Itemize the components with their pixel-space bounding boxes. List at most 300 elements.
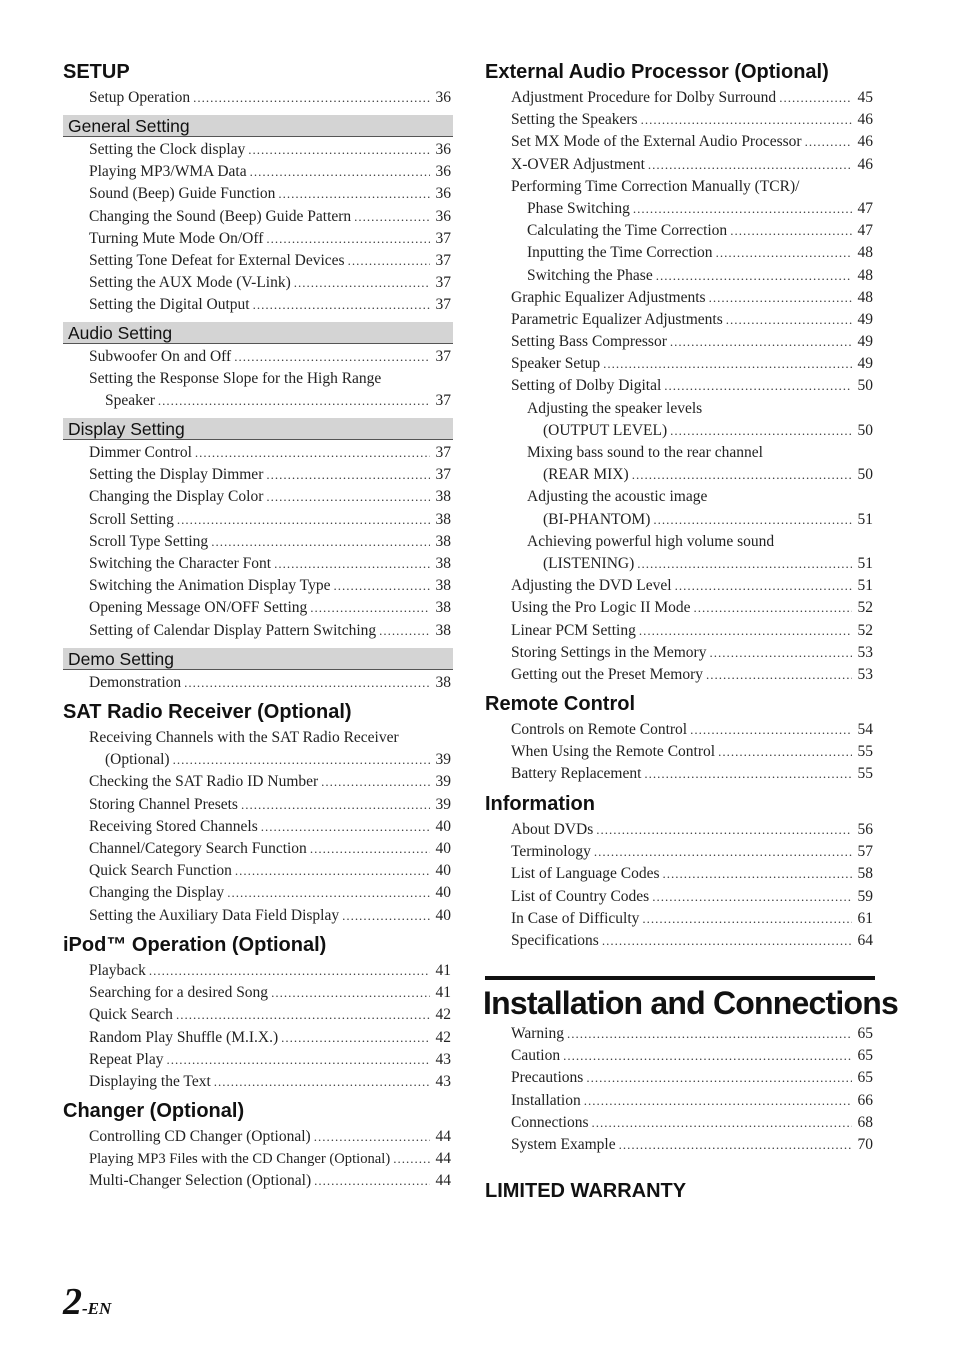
dot-leader [641,109,852,131]
toc-entry [511,819,873,841]
dot-leader [158,390,430,412]
toc-entry [89,161,451,183]
toc-entry-page: 48 [857,244,873,262]
toc-entry-page: 40 [435,884,451,902]
dot-leader [278,183,430,205]
toc-entry-title: Storing Settings in the Memory [511,643,707,661]
toc-entry [511,131,873,153]
toc-entry [511,220,873,242]
toc-entry-page: 42 [435,1028,451,1046]
dot-leader [602,930,852,952]
toc-entry-title: Controls on Remote Control [511,721,688,738]
toc-entry [511,1134,873,1156]
toc-entry-page: 46 [857,155,873,173]
toc-entry [89,250,451,272]
toc-entry-title: Setting the Clock display [89,141,246,158]
toc-entry [89,368,451,390]
toc-entry-title: Battery Replacement [511,765,642,783]
dot-leader [271,982,430,1004]
toc-entry-list [89,672,451,694]
toc-entry-page: 44 [435,1150,451,1168]
toc-entry-title: Setting the AUX Mode (V-Link) [89,274,291,292]
toc-entry-title: (LISTENING) [543,554,635,572]
dot-leader [596,819,852,841]
toc-entry-title: Speaker Setup [511,355,601,373]
toc-entry-page: 41 [435,962,451,979]
toc-entry-title: Setting Tone Defeat for External Devices [89,251,345,269]
dot-leader [310,838,430,860]
toc-entry-page: 44 [435,1172,451,1190]
toc-entry [89,531,451,553]
toc-entry [511,664,873,686]
dot-leader [663,863,852,885]
toc-entry [511,741,873,763]
toc-entry-page: 37 [435,296,451,314]
toc-entry-page: 38 [435,577,451,595]
toc-entry-title: Subwoofer On and Off [89,348,232,365]
toc-entry [511,763,873,785]
dot-leader [730,220,852,242]
toc-entry-title: Receiving Stored Channels [89,817,258,835]
dot-leader [173,749,430,771]
toc-entry-title: Searching for a desired Song [89,984,269,1002]
toc-entry-page: 51 [857,554,873,572]
toc-entry [89,206,451,228]
toc-entry-list [511,87,873,686]
section-heading: Changer (Optional) [63,1100,245,1122]
toc-entry-page: 36 [435,141,451,158]
toc-entry-page: 53 [857,643,873,661]
subsection-heading: Audio Setting [63,322,453,344]
dot-leader [644,763,852,785]
toc-entry-title: Playback [89,962,146,979]
toc-entry [511,531,873,553]
toc-entry-title: Adjusting the speaker levels [527,399,703,417]
installation-title: Installation and Connections [483,985,898,1021]
section-heading: iPod™ Operation (Optional) [63,934,327,956]
dot-leader [266,228,430,250]
toc-entry-title: Demonstration [89,674,182,691]
dot-leader [670,420,852,442]
dot-leader [652,886,852,908]
dot-leader [193,87,430,109]
toc-entry [511,398,873,420]
subsection-heading: General Setting [63,115,453,137]
dot-leader [310,597,430,619]
toc-entry-title: Phase Switching [527,199,630,217]
toc-entry-title: Adjusting the acoustic image [527,488,708,506]
page-number [63,1280,111,1324]
dot-leader [805,131,852,153]
toc-entry-title: Changing the Display Color [89,488,264,506]
toc-entry [89,390,451,412]
toc-entry-title: Setting Bass Compressor [511,333,667,351]
dot-leader [314,1170,430,1192]
toc-entry [511,930,873,952]
toc-entry [89,749,451,771]
toc-entry-page: 66 [857,1091,873,1109]
dot-leader [779,87,852,109]
toc-entry-title: Scroll Setting [89,510,174,528]
toc-entry [89,905,451,927]
dot-leader [261,816,430,838]
toc-entry [89,228,451,250]
toc-entry-page: 46 [857,133,873,151]
toc-entry-title: Performing Time Correction Manually (TCR)/ [511,177,800,195]
subsection-heading: Display Setting [63,418,453,440]
section-heading: External Audio Processor (Optional) [485,61,829,83]
toc-entry-list [89,139,451,317]
dot-leader [694,597,852,619]
toc-entry-title: Changing the Display [89,884,225,902]
toc-entry [89,1027,451,1049]
dot-leader [294,272,430,294]
toc-entry-page: 40 [435,906,451,924]
toc-entry [89,982,451,1004]
page-number-value: 2 [63,1281,82,1323]
dot-leader [266,486,430,508]
toc-entry-title: Setting the Digital Output [89,296,250,314]
toc-entry [89,960,451,982]
toc-entry [511,375,873,397]
toc-entry [511,841,873,863]
toc-entry-title: (OUTPUT LEVEL) [543,421,668,439]
toc-entry-page: 51 [857,577,873,595]
toc-entry [511,353,873,375]
toc-entry [511,1112,873,1134]
toc-entry-title: Playing MP3 Files with the CD Changer (Optional) [89,1151,391,1168]
toc-entry-list [89,87,451,109]
dot-leader [354,206,430,228]
toc-entry [511,176,873,198]
toc-entry-page: 48 [857,288,873,306]
toc-entry-list [89,727,451,927]
dot-leader [594,841,852,863]
toc-entry-page: 49 [857,355,873,373]
toc-entry [89,1148,451,1170]
dot-leader [592,1112,853,1134]
toc-entry-title: X-OVER Adjustment [511,155,645,173]
toc-entry [511,1045,873,1067]
toc-entry-page: 51 [857,510,873,528]
toc-entry-page: 50 [857,421,873,439]
toc-entry-page: 36 [435,163,451,181]
dot-leader [584,1090,852,1112]
dot-leader [706,664,852,686]
toc-entry-page: 38 [435,554,451,572]
toc-entry [89,575,451,597]
dot-leader [274,553,430,575]
toc-entry-page: 40 [435,862,451,880]
toc-entry [511,1023,873,1045]
toc-entry-title: Specifications [511,931,599,949]
toc-entry [511,309,873,331]
toc-entry-title: Dimmer Control [89,444,192,461]
toc-entry [511,154,873,176]
dot-leader [393,1148,430,1170]
toc-entry-title: Changing the Sound (Beep) Guide Pattern [89,207,352,225]
toc-entry-title: Setting the Speakers [511,111,638,129]
toc-entry-title: Channel/Category Search Function [89,839,307,857]
toc-entry [89,882,451,904]
toc-entry-page: 43 [435,1050,451,1068]
toc-entry [511,1090,873,1112]
toc-entry-title: System Example [511,1135,616,1153]
toc-entry-page: 38 [435,674,451,691]
toc-entry [89,816,451,838]
toc-entry-page: 59 [857,887,873,905]
dot-leader [709,287,852,309]
toc-entry-page: 37 [435,348,451,365]
toc-entry [89,294,451,316]
toc-entry [89,464,451,486]
toc-entry-page: 42 [435,1006,451,1024]
toc-entry-page: 53 [857,665,873,683]
section-divider-rule [485,976,875,980]
toc-entry-page: 37 [435,392,451,410]
toc-entry [89,672,451,694]
dot-leader [709,642,852,664]
toc-entry [511,1067,873,1089]
dot-leader [250,161,430,183]
toc-entry-page: 47 [857,199,873,217]
section-heading: SETUP [63,61,130,83]
toc-entry-page: 37 [435,229,451,247]
toc-entry-title: Scroll Type Setting [89,532,209,550]
toc-entry-title: Switching the Animation Display Type [89,577,331,595]
toc-entry [89,1170,451,1192]
toc-entry [511,908,873,930]
toc-entry-title: Repeat Play [89,1050,164,1068]
toc-entry [89,553,451,575]
toc-entry-title: Quick Search Function [89,862,232,880]
dot-leader [176,1004,430,1026]
toc-entry-title: Getting out the Preset Memory [511,665,703,683]
dot-leader [241,794,430,816]
dot-leader [637,553,852,575]
toc-entry-title: Setting of Calendar Display Pattern Switching [89,621,377,639]
toc-entry [89,486,451,508]
dot-leader [648,154,852,176]
toc-entry-page: 52 [857,599,873,617]
toc-entry [511,509,873,531]
dot-leader [690,719,852,741]
toc-entry-page: 57 [857,843,873,861]
toc-entry-title: When Using the Remote Control [511,743,716,761]
dot-leader [639,620,852,642]
dot-leader [234,346,430,368]
subsection-heading: Demo Setting [63,648,453,670]
toc-entry-page: 39 [435,795,451,813]
toc-entry-title: Random Play Shuffle (M.I.X.) [89,1028,279,1046]
toc-entry-list [511,1023,873,1156]
toc-entry-title: List of Language Codes [511,865,660,883]
toc-entry [511,287,873,309]
toc-entry-title: Speaker [105,392,155,410]
dot-leader [177,509,430,531]
toc-entry [511,575,873,597]
toc-entry-title: Parametric Equalizer Adjustments [511,310,723,328]
dot-leader [149,960,430,982]
toc-entry-title: (Optional) [105,751,170,769]
toc-entry-title: Installation [511,1091,581,1109]
dot-leader [266,464,430,486]
toc-entry-title: Mixing bass sound to the rear channel [527,444,763,461]
toc-entry [511,553,873,575]
dot-leader [656,265,852,287]
toc-entry [89,1004,451,1026]
toc-entry [511,464,873,486]
dot-leader [166,1049,430,1071]
toc-entry-title: About DVDs [511,821,594,838]
toc-entry-title: Displaying the Text [89,1072,211,1090]
toc-entry-list [511,719,873,786]
toc-entry [511,442,873,464]
toc-entry [89,509,451,531]
toc-entry-title: Checking the SAT Radio ID Number [89,773,319,791]
toc-entry-title: Switching the Character Font [89,554,272,572]
toc-entry [89,183,451,205]
toc-entry [89,442,451,464]
toc-entry [511,331,873,353]
toc-entry-list [89,442,451,642]
toc-entry-title: Sound (Beep) Guide Function [89,185,276,203]
toc-entry-title: Opening Message ON/OFF Setting [89,599,308,617]
dot-leader [670,331,852,353]
toc-entry-list [89,1126,451,1193]
toc-entry-page: 55 [857,765,873,783]
toc-entry [511,642,873,664]
toc-entry-page: 50 [857,466,873,484]
toc-entry [511,719,873,741]
dot-leader [253,294,430,316]
dot-leader [563,1045,852,1067]
toc-entry [511,265,873,287]
toc-entry-title: Caution [511,1047,561,1065]
dot-leader [675,575,852,597]
toc-entry-page: 43 [435,1072,451,1090]
toc-entry-page: 55 [857,743,873,761]
toc-entry-page: 37 [435,251,451,269]
toc-entry-page: 44 [435,1128,451,1145]
toc-entry-page: 47 [857,222,873,240]
dot-leader [718,741,852,763]
dot-leader [642,908,852,930]
toc-entry [89,771,451,793]
toc-entry [511,109,873,131]
toc-entry-page: 40 [435,839,451,857]
dot-leader [567,1023,852,1045]
toc-entry [511,620,873,642]
toc-entry-title: Inputting the Time Correction [527,244,713,262]
toc-entry-title: Calculating the Time Correction [527,222,728,240]
section-heading: SAT Radio Receiver (Optional) [63,701,352,723]
toc-entry-page: 65 [857,1069,873,1087]
toc-entry-page: 38 [435,488,451,506]
toc-entry-title: (REAR MIX) [543,466,629,484]
toc-entry-page: 39 [435,773,451,791]
toc-entry-title: Linear PCM Setting [511,621,636,639]
toc-entry-page: 37 [435,274,451,292]
dot-leader [379,620,430,642]
dot-leader [333,575,430,597]
toc-entry [89,860,451,882]
toc-entry [89,272,451,294]
dot-leader [184,672,430,694]
toc-entry-title: Setup Operation [89,89,191,106]
dot-leader [726,309,852,331]
toc-entry [89,87,451,109]
toc-entry [89,620,451,642]
dot-leader [619,1134,852,1156]
toc-entry [89,139,451,161]
toc-entry-list [89,960,451,1093]
toc-entry-title: Receiving Channels with the SAT Radio Receiver [89,729,399,746]
toc-entry [89,1049,451,1071]
toc-entry-title: List of Country Codes [511,887,650,905]
toc-entry-page: 46 [857,111,873,129]
toc-entry-page: 36 [435,207,451,225]
toc-entry [89,597,451,619]
toc-entry-page: 38 [435,621,451,639]
toc-entry-title: Setting the Auxiliary Data Field Display [89,906,340,924]
toc-entry-page: 58 [857,865,873,883]
toc-entry-page: 48 [857,266,873,284]
toc-entry [89,346,451,368]
toc-entry-title: Quick Search [89,1006,173,1024]
dot-leader [281,1027,430,1049]
toc-entry-title: Playing MP3/WMA Data [89,163,247,181]
toc-entry-title: Turning Mute Mode On/Off [89,229,264,247]
toc-entry-page: 37 [435,466,451,484]
toc-entry-title: Warning [511,1025,564,1042]
toc-entry-title: Setting the Response Slope for the High Range [89,370,382,388]
toc-entry-title: Precautions [511,1069,584,1087]
dot-leader [214,1071,430,1093]
toc-entry-title: Achieving powerful high volume sound [527,532,775,550]
dot-leader [314,1126,430,1148]
dot-leader [586,1067,852,1089]
toc-entry-title: Storing Channel Presets [89,795,238,813]
dot-leader [195,442,430,464]
dot-leader [348,250,430,272]
toc-entry-page: 61 [857,909,873,927]
toc-entry-title: Set MX Mode of the External Audio Processor [511,133,802,151]
toc-entry-title: Multi-Changer Selection (Optional) [89,1172,312,1190]
toc-entry-page: 70 [857,1135,873,1153]
toc-entry-page: 52 [857,621,873,639]
toc-entry-page: 38 [435,532,451,550]
dot-leader [342,905,430,927]
toc-entry-page: 45 [857,89,873,106]
dot-leader [664,375,852,397]
dot-leader [321,771,430,793]
toc-entry [89,1126,451,1148]
toc-entry-page: 65 [857,1025,873,1042]
toc-entry-title: Graphic Equalizer Adjustments [511,288,706,306]
toc-entry-page: 65 [857,1047,873,1065]
dot-leader [716,242,852,264]
toc-entry-page: 64 [857,931,873,949]
dot-leader [248,139,430,161]
toc-entry-title: Connections [511,1113,589,1131]
toc-entry-title: Controlling CD Changer (Optional) [89,1128,311,1145]
dot-leader [603,353,852,375]
toc-entry [89,727,451,749]
section-heading: Remote Control [485,693,635,715]
dot-leader [633,198,852,220]
dot-leader [227,882,430,904]
